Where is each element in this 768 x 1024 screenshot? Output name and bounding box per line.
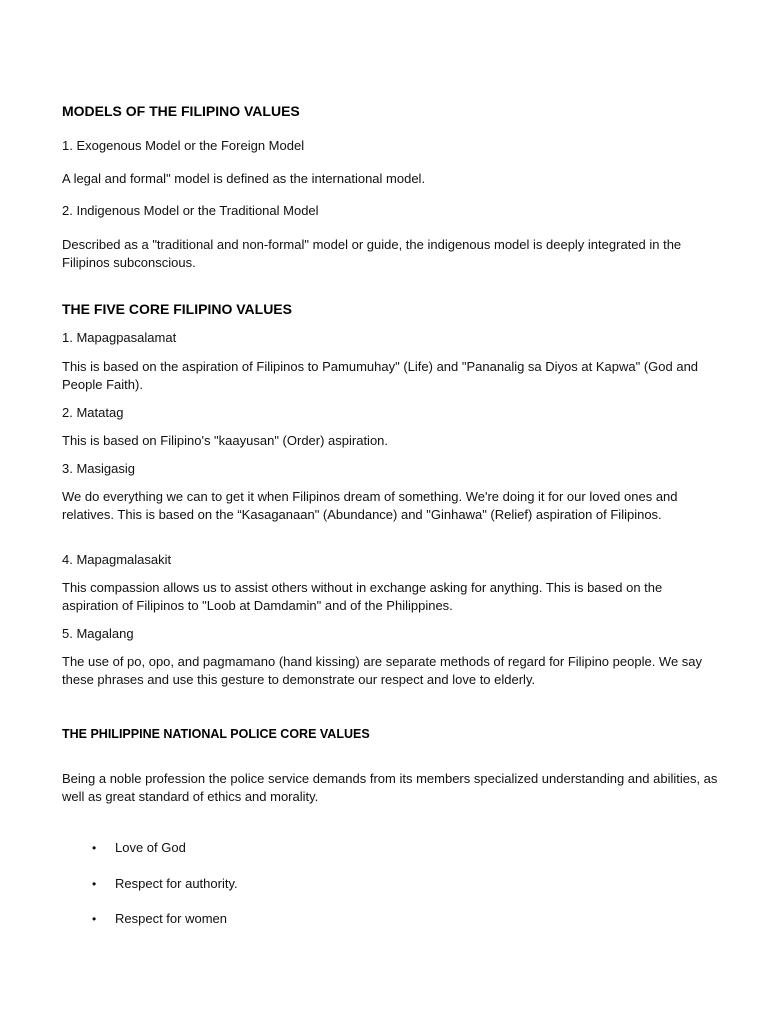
model-item-2-description: Described as a "traditional and non-formal" model or guide, the indigenous model is deeply integrated in the Filipinos subconscious. bbox=[62, 237, 682, 270]
core-value-description: We do everything we can to get it when Filipinos dream of something. We're doing it for our loved ones and relatives. This is based on the “Kasaganaan" (Abundance) and "Ginhawa" (Relief) aspiration of Filipinos. bbox=[62, 489, 678, 522]
core-value-label: 3. Masigasig bbox=[62, 461, 135, 476]
model-item-1-description: A legal and formal" model is defined as the international model. bbox=[62, 171, 426, 186]
core-value-description: The use of po, opo, and pagmamano (hand kissing) are separate methods of regard for Filipino people. We say these phrases and use this gesture to demonstrate our respect and love to elderly. bbox=[62, 654, 703, 687]
section-title-pnp-values: THE PHILIPPINE NATIONAL POLICE CORE VALUES bbox=[62, 727, 370, 741]
section-title-models: MODELS OF THE FILIPINO VALUES bbox=[62, 103, 300, 119]
bullet-icon: • bbox=[92, 877, 97, 891]
pnp-intro-paragraph: Being a noble profession the police service demands from its members specialized understanding and abilities, as well as great standard of ethics and morality. bbox=[62, 771, 718, 804]
bullet-icon: • bbox=[92, 841, 97, 855]
model-item-2: 2. Indigenous Model or the Traditional Model bbox=[62, 203, 319, 218]
bullet-icon: • bbox=[92, 912, 97, 926]
core-value-description: This is based on Filipino's "kaayusan" (Order) aspiration. bbox=[62, 433, 389, 448]
list-item-text: Respect for authority. bbox=[115, 876, 238, 891]
core-value-description: This is based on the aspiration of Filipinos to Pamumuhay" (Life) and "Pananalig sa Diyos at Kapwa" (God and People Faith). bbox=[62, 359, 699, 392]
model-item-1: 1. Exogenous Model or the Foreign Model bbox=[62, 138, 305, 153]
section-title-core-values: THE FIVE CORE FILIPINO VALUES bbox=[62, 301, 292, 317]
core-value-label: 4. Mapagmalasakit bbox=[62, 552, 172, 567]
core-value-description: This compassion allows us to assist others without in exchange asking for anything. This is based on the aspiration of Filipinos to "Loob at Damdamin" and of the Philippines. bbox=[62, 580, 663, 613]
core-value-label: 5. Magalang bbox=[62, 626, 134, 641]
list-item-text: Love of God bbox=[115, 840, 186, 855]
list-item-text: Respect for women bbox=[115, 911, 227, 926]
core-value-label: 1. Mapagpasalamat bbox=[62, 330, 177, 345]
core-value-label: 2. Matatag bbox=[62, 405, 124, 420]
document-page bbox=[62, 0, 722, 1024]
